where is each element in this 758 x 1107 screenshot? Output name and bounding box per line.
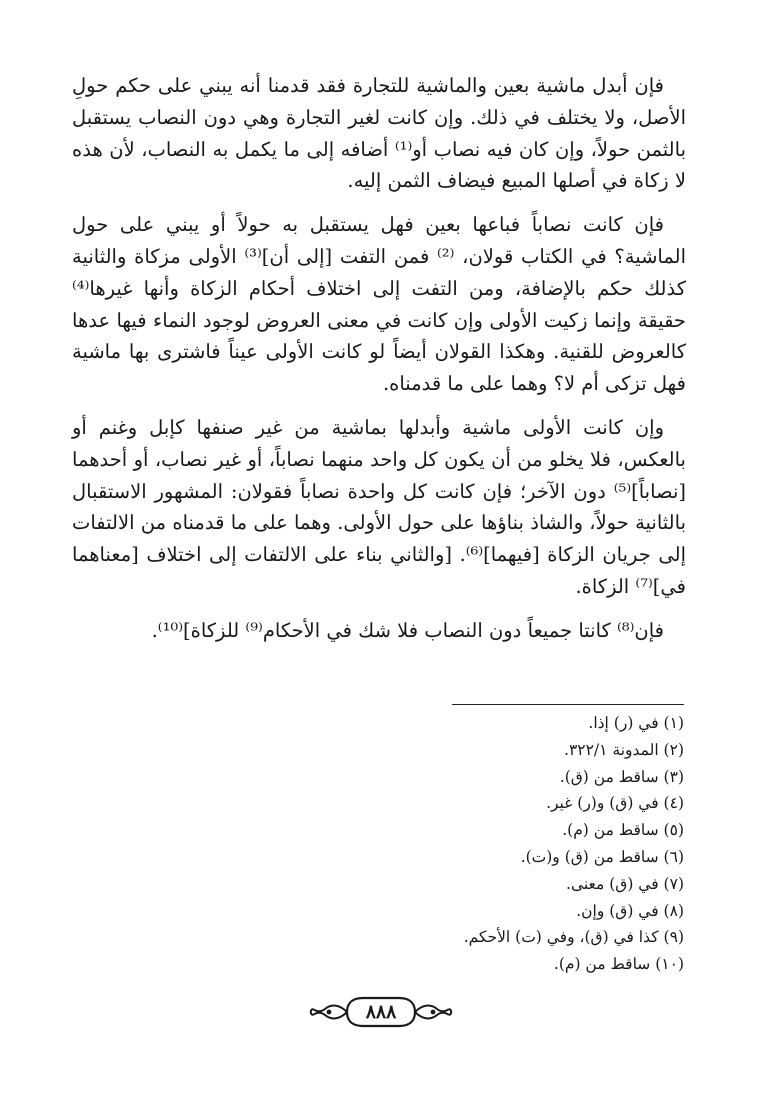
footnotes [300,710,684,978]
footnote-9: (٩) كذا في (ق)، وفي (ت) الأحكم. [463,928,684,947]
footnote-4: (٤) في (ق) و(ر) غير. [546,794,684,813]
page-number: ٨٨٨ [365,1001,397,1023]
page-number-ornament [309,995,453,1029]
footnote-8: (٨) في (ق) وإن. [576,901,684,920]
paragraph-2: فإن كانت نصاباً فباعها بعين فهل يستقبل به حولاً أو يبني على حول الماشية؟ في الكتاب قولان، ⁽²⁾ فمن التفت [إلى أن]⁽³⁾ الأولى مزكاة والثانية كذلك حكم بالإضافة، ومن التفت إلى اختلاف أحكام الزكاة وأنها غيرها⁽⁴⁾ حقيقة وإنما زكيت الأولى وإن كانت في معنى العروض لوجود النماء فيها عدها كالعروض للقنية. وهكذا القولان أيضاً لو كانت الأولى عيناً فاشترى بها ماشية فهل تزكى أم لا؟ وهما على ما قدمناه. [72,213,686,396]
footnote-2: (٢) المدونة ٣٢٢/١. [564,740,684,759]
footnote-1: (١) في (ر) إذا. [588,714,684,732]
paragraph-3: وإن كانت الأولى ماشية وأبدلها بماشية من غير صنفها كإبل وغنم أو بالعكس، فلا يخلو من أن يكون كل واحد منهما نصاباً، أو غير نصاب، أو أحدهما [نصاباً]⁽⁵⁾ دون الآخر؛ فإن كانت كل واحدة نصاباً فقولان: المشهور الاستقبال بالثانية حولاً، والشاذ بناؤها على حول الأولى. وهما على ما قدمناه من الالتفات إلى جريان الزكاة [فيهما]⁽⁶⁾. [والثاني بناء على الالتفات إلى اختلاف [معناهما في]⁽⁷⁾ الزكاة. [72,415,686,598]
footnote-6: (٦) ساقط من (ق) و(ت). [520,847,684,866]
footnote-5: (٥) ساقط من (م). [562,821,684,840]
main-text [72,70,686,659]
footnote-divider [452,704,684,705]
paragraph-1: فإن أبدل ماشية بعين والماشية للتجارة فقد قدمنا أنه يبني على حكم حولِ الأصل، ولا يختلف في ذلك. وإن كانت لغير التجارة وهي دون النصاب يستقبل بالثمن حولاً، وإن كان فيه نصاب أو⁽¹⁾ أضافه إلى ما يكمل به النصاب، لأن هذه لا زكاة في أصلها المبيع فيضاف الثمن إليه. [72,74,686,193]
paragraph-4: فإن⁽⁸⁾ كانتا جميعاً دون النصاب فلا شك في الأحكام⁽⁹⁾ للزكاة]⁽¹⁰⁾. [151,618,664,642]
footnote-3: (٣) ساقط من (ق). [559,767,684,786]
footnote-7: (٧) في (ق) معنى. [566,874,684,893]
footnote-10: (١٠) ساقط من (م). [553,955,684,974]
